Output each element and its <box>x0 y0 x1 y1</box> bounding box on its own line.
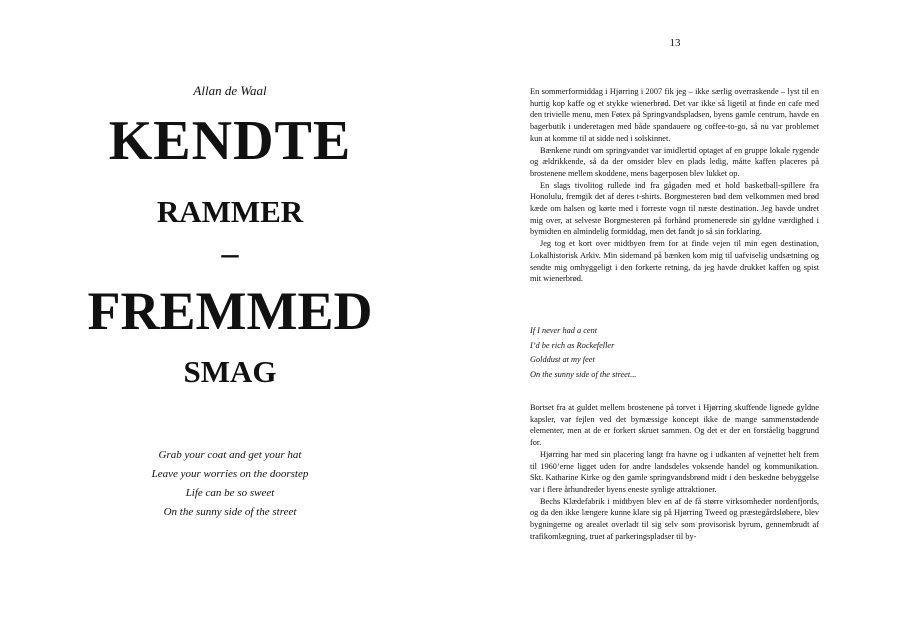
paragraph: Jeg tog et kort over midtbyen frem for at finde vejen til min egen destination, Lokalhistorisk Arkiv. Min sidemand på bænken kom mig til uafviselig undsætning og sendte mig omhyggeligt i den forkerte retning, da jeg havde drukket kaffen og spist mit wienerbrød. <box>530 239 819 284</box>
epigraph-line: On the sunny side of the street <box>163 506 297 518</box>
paragraph: Bortset fra at guldet mellem brostenene på torvet i Hjørring skuffende lignede gyldne kapsler, var fejlen ved det bymæssige koncept ikke de mange sammenstødende elementer, men at de er forkert skruet sammen. Og det er der en forståelig baggrund for. <box>530 403 819 448</box>
epigraph-line: Grab your coat and get your hat <box>158 449 302 461</box>
title-line-1: KENDTE <box>108 110 352 172</box>
paragraph: Bænkene rundt om springvandet var imidlertid optaget af en gruppe lokale rygende og ældrikkende, så da der omsider blev en plads ledig, måtte kaffen placeres på brostenene mellem skoddene, mens bagerposen blev lukket op. <box>530 145 819 178</box>
intro-text <box>530 86 819 285</box>
paragraph: Hjørring har med sin placering langt fra havne og i udkanten af vejnettet helt frem til 1960’erne ligget uden for andre landsdeles voksende handel og kommunikation. Skt. Katharine Kirke og den gamle springvandsbrønd midt i den beskedne bebyggelse var i flere århundreder byens eneste synlige attraktioner. <box>530 449 819 494</box>
song-line: I’d be rich as Rockefeller <box>530 340 615 350</box>
author-name: Allan de Waal <box>193 83 267 98</box>
song-line: Golddust at my feet <box>530 355 595 364</box>
paragraph: En sommerformiddag i Hjørring i 2007 fik jeg – ikke særlig overraskende – lyst til en hurtig kop kaffe og et stykke wienerbrød. Det var ikke så ligetil at finde en cafe med den trivielle menu, men Føtex på Springvandspladsen, byens gamle centrum, havde en bagerbutik i underetagen med både spandauere og coffee-to-go, så nu var problemet kun at komme til at sidde ned i solskinnet. <box>530 87 819 143</box>
title-line-2: RAMMER <box>156 194 304 229</box>
epigraph-line: Life can be so sweet <box>185 487 275 499</box>
epigraph <box>0 446 460 522</box>
title-line-3: FREMMED <box>87 281 373 341</box>
title-dash: – <box>221 235 239 272</box>
paragraph: En slags tivolitog rullede ind fra gågaden med et hold basketball-spillere fra Honolulu, fremgik det af deres t-shirts. Borgmesteren bød dem velkommen med brød kæde om halsen og kørte med i forreste vogn til næste destination. Jeg havde undret mig over, at selveste Borgmesteren på forhånd promenerede sin gyldne værdighed i bymidten en almindelig formiddag, men det fandt jo så sin forklaring. <box>530 180 819 237</box>
song-line: On the sunny side of the street... <box>530 369 637 379</box>
body-text <box>530 402 819 542</box>
right-page <box>450 0 900 636</box>
paragraph: Bechs Klædefabrik i midtbyen blev en af de få større virksomheder nordenfjords, og da den ikke længere kunne klare sig på Hjørring Tweed og præstegårdsløbere, blev bygningerne og arealet overladt til sig selv som provisorisk byrum, gennembrudt af trafikomlægning, truet af parkeringspladser til by- <box>530 496 819 541</box>
song-quote <box>530 324 820 382</box>
page-number: 13 <box>669 37 681 49</box>
title-line-4: SMAG <box>183 354 277 389</box>
epigraph-line: Leave your worries on the doorstep <box>151 468 309 480</box>
song-line: If I never had a cent <box>530 326 598 335</box>
